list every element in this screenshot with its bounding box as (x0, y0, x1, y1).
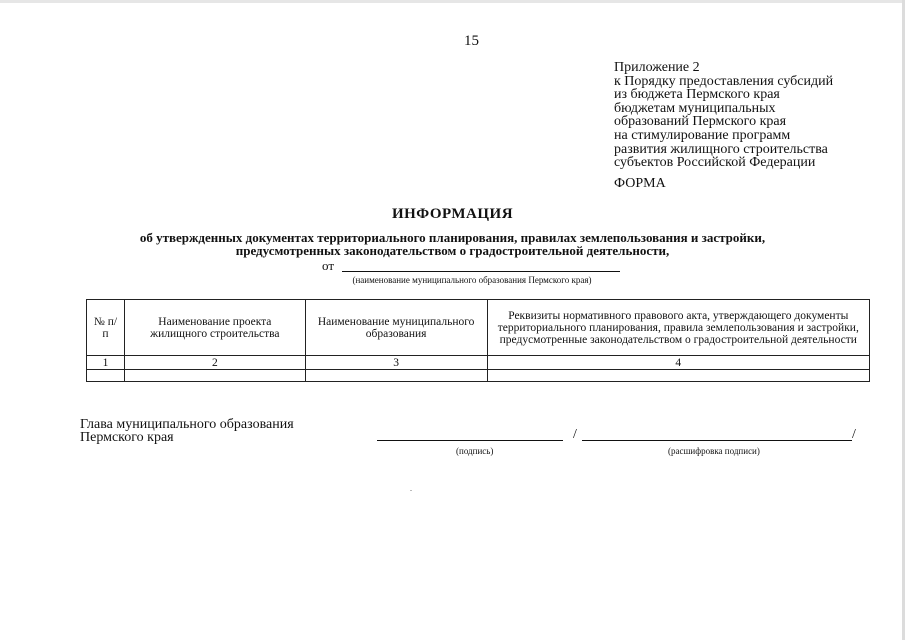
appendix-line: Приложение 2 (614, 60, 700, 75)
form-label: ФОРМА (614, 176, 666, 191)
scan-edge-top (0, 0, 905, 3)
appendix-line: развития жилищного строительства (614, 141, 828, 157)
appendix-line: бюджетам муниципальных (614, 100, 776, 116)
table-cell[interactable] (487, 370, 869, 382)
signer-line: Глава муниципального образования (80, 417, 294, 432)
page-number: 15 (464, 33, 479, 49)
document-title: ИНФОРМАЦИЯ (391, 206, 514, 222)
signature-caption: (подпись) (456, 446, 494, 456)
table-cell[interactable] (124, 370, 305, 382)
subtitle-line: предусмотренных законодательством о градостроительной деятельности, (235, 243, 670, 258)
appendix-line: к Порядку предоставления субсидий (614, 73, 834, 89)
appendix-line: из бюджета Пермского края (614, 87, 780, 103)
appendix-block (614, 61, 884, 170)
info-table (86, 299, 870, 382)
column-number-cell: 2 (124, 356, 305, 370)
signature-decode-caption: (расшифровка подписи) (668, 446, 760, 456)
municipality-name-field[interactable] (342, 271, 620, 272)
table-cell[interactable] (87, 370, 125, 382)
separator-slash: / (573, 427, 577, 442)
subtitle-line: об утвержденных документах территориального планирования, правилах землепользования и застройки, (139, 230, 766, 245)
table-row (87, 370, 870, 382)
column-number-row (87, 356, 870, 370)
scan-speck (410, 490, 412, 491)
column-number-cell: 1 (87, 356, 125, 370)
separator-slash: / (852, 427, 856, 442)
table-header-row (87, 300, 870, 356)
signature-field[interactable] (377, 440, 563, 441)
column-number-cell: 3 (305, 356, 487, 370)
signer-title (80, 418, 294, 444)
from-label: от (322, 258, 335, 273)
signature-decode-field[interactable] (582, 440, 852, 441)
appendix-line: на стимулирование программ (614, 127, 791, 143)
document-subtitle (0, 231, 905, 257)
header-cell-number: № п/п (87, 300, 125, 356)
table-cell[interactable] (305, 370, 487, 382)
appendix-line: образований Пермского края (614, 114, 787, 130)
signer-line: Пермского края (80, 430, 174, 445)
header-cell-project: Наименование проекта жилищного строительства (124, 300, 305, 356)
header-cell-municipality: Наименование муниципального образования (305, 300, 487, 356)
municipality-name-caption: (наименование муниципального образования Пермского края) (352, 275, 592, 285)
column-number-cell: 4 (487, 356, 869, 370)
appendix-line: субъектов Российской Федерации (614, 155, 816, 171)
header-cell-act-details: Реквизиты нормативного правового акта, утверждающего документы территориального планирования, правила землепользования и застройки, предусмотренные законодательством о градостроительной деятельности (487, 300, 869, 356)
